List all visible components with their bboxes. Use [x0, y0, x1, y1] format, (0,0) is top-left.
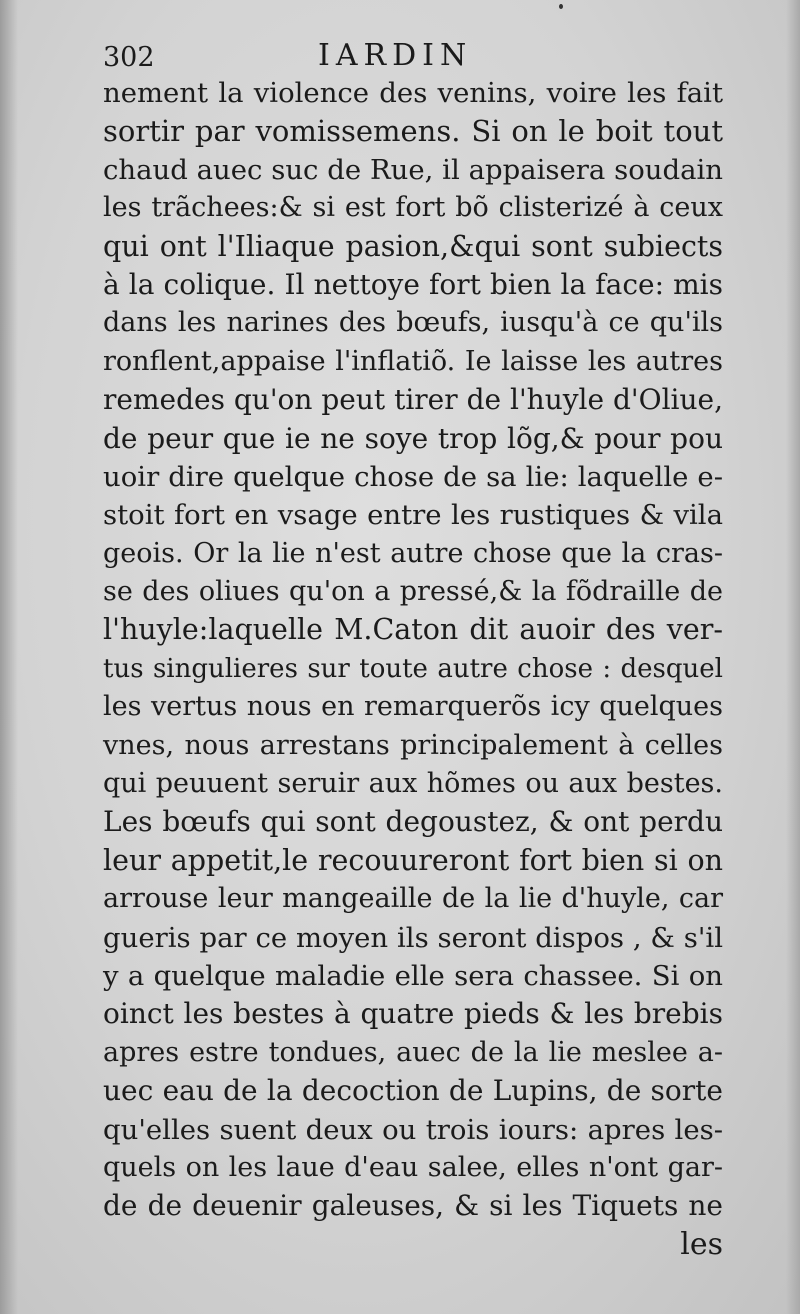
text-line: arrouse leur mangeaille de la lie d'huyle, car	[103, 883, 723, 915]
text-line: vnes, nous arrestans principalement à celles	[103, 729, 723, 761]
text-line: les vertus nous en remarquerõs icy quelques	[103, 691, 723, 723]
text-line: remedes qu'on peut tirer de l'huyle d'Oliue,	[103, 383, 723, 417]
text-line: qui ont l'Iliaque pasion,&qui sont subiects	[103, 229, 723, 263]
text-line: sortir par vomissemens. Si on le boit tout	[103, 114, 723, 149]
text-line: se des oliues qu'on a pressé,& la fõdraille de	[103, 576, 723, 608]
text-line: quels on les laue d'eau salee, elles n'ont gar-	[103, 1151, 723, 1183]
page-edge-shadow	[786, 0, 800, 1314]
page-number: 302	[103, 42, 155, 73]
running-title: IARDIN	[318, 38, 473, 73]
text-line: uec eau de la decoction de Lupins, de sorte	[103, 1074, 723, 1108]
text-line: dans les narines des bœufs, iusqu'à ce qu'ils	[103, 307, 723, 339]
text-line: nement la violence des venins, voire les fait	[103, 77, 723, 109]
text-line: qui peuuent seruir aux hõmes ou aux bestes.	[103, 768, 723, 800]
text-line: Les bœufs qui sont degoustez, & ont perdu	[103, 805, 723, 839]
ink-speck	[559, 4, 563, 9]
text-line: apres estre tondues, auec de la lie meslee a-	[103, 1036, 723, 1068]
body-text	[103, 74, 723, 1264]
text-line: de peur que ie ne soye trop lõg,& pour pou	[103, 421, 723, 455]
text-line: tus singulieres sur toute autre chose : desquel	[103, 653, 723, 684]
text-line: oinct les bestes à quatre pieds & les brebis	[103, 997, 723, 1031]
text-line: l'huyle:laquelle M.Caton dit auoir des ver-	[103, 613, 723, 647]
text-line: les trãchees:& si est fort bõ clisterizé à ceux	[103, 192, 723, 224]
text-line: leur appetit,le recouureront fort bien si on	[103, 843, 723, 877]
text-line: chaud auec suc de Rue, il appaisera soudain	[103, 153, 723, 186]
text-line: ronflent,appaise l'inflatiõ. Ie laisse les autres	[103, 345, 723, 377]
catchword: les	[680, 1226, 723, 1262]
text-line: à la colique. Il nettoye fort bien la face: mis	[103, 267, 723, 301]
text-line: y a quelque maladie elle sera chassee. Si on	[103, 959, 723, 992]
text-line: gueris par ce moyen ils seront dispos , & s'il	[103, 921, 723, 954]
text-line: geois. Or la lie n'est autre chose que la cras-	[103, 537, 723, 569]
text-line: uoir dire quelque chose de sa lie: laquelle e-	[103, 460, 723, 493]
gutter-shadow	[0, 0, 18, 1314]
text-line: qu'elles suent deux ou trois iours: apres les-	[103, 1113, 723, 1146]
text-line: stoit fort en vsage entre les rustiques & vila	[103, 499, 723, 532]
text-line: de de deuenir galeuses, & si les Tiquets ne	[103, 1189, 723, 1223]
